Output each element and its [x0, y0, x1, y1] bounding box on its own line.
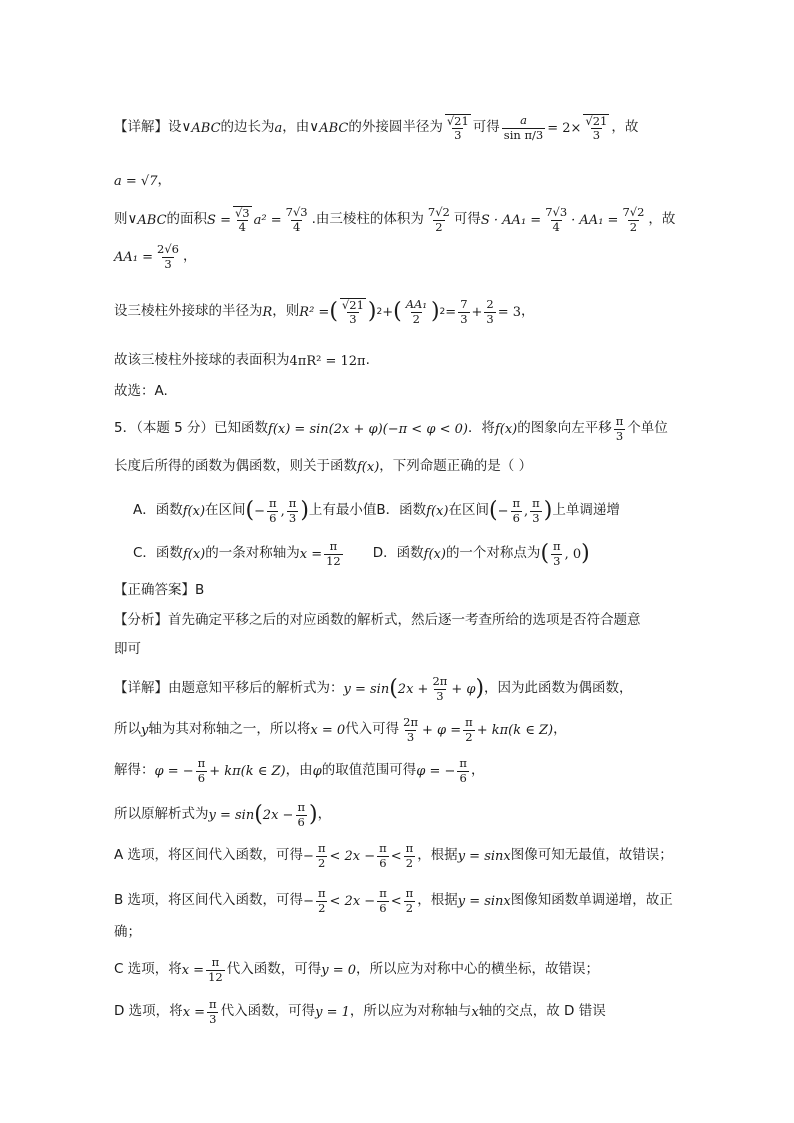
text: 代入可得 [345, 721, 400, 738]
text: 【分析】首先确定平移之后的对应函数的解析式，然后逐一考查所给的选项是否符合题意 [114, 612, 641, 629]
fraction [377, 842, 389, 869]
text: 可得 [453, 211, 481, 228]
numerator: √21 [446, 113, 469, 128]
denominator: sin π/3 [503, 127, 544, 142]
explain-option-a [114, 841, 684, 871]
text: 即可 [114, 641, 141, 658]
denominator: 3 [406, 729, 415, 744]
denominator: 6 [297, 814, 305, 829]
denominator: 3 [436, 688, 444, 703]
text: ，由 [285, 762, 313, 779]
denominator: 3 [288, 510, 297, 525]
fraction [404, 887, 416, 914]
line-radius: 设三棱柱外接球的半径为 R ，则 R² = ( $\frac{√21}{3}$ ) 2 + ( $\frac{\text{AA₁}}{2}$ ) 2 = $\frac{7}{3}$ + $\frac{2}{3}$ = 3 ， [114, 297, 535, 326]
text: 的一个对称点为 [445, 545, 541, 562]
paren-left: ( [389, 676, 398, 701]
math: f(x) [423, 546, 446, 562]
fraction [457, 757, 469, 784]
option-d-label: D．函数 [372, 545, 424, 562]
text: ，故 [648, 211, 676, 228]
math: f(x) [426, 503, 449, 519]
numerator: √3 [234, 205, 250, 220]
fraction [233, 206, 252, 234]
fraction [620, 206, 646, 233]
denominator: 6 [512, 510, 520, 525]
text: 的一条对称轴为 [205, 545, 300, 562]
math: x = 0 [310, 722, 346, 738]
text: 【详解】由题意知平移后的解析式为： [114, 680, 344, 697]
line-area [114, 205, 684, 235]
paren-left: ( [245, 498, 255, 523]
text: 在区间 [205, 502, 246, 519]
numerator: π [197, 756, 206, 771]
text: 故选：A. [114, 383, 168, 400]
denominator: 3 [553, 553, 561, 568]
option-a-label: A．函数 [133, 502, 183, 519]
denominator: 4 [238, 220, 246, 234]
text: ，所以应为对称轴与 [349, 1003, 472, 1020]
numerator: 7√2 [622, 205, 645, 220]
fraction [502, 114, 545, 141]
option-c-label: C．函数 [133, 545, 183, 562]
correct-answer [114, 582, 684, 600]
numerator: π [465, 715, 473, 730]
question-5-line-1 [114, 414, 684, 444]
math: < 2x − [329, 848, 376, 864]
math: − [303, 893, 314, 909]
math: f(x) [494, 421, 518, 437]
text: 设三棱柱外接球的半径为 [114, 303, 263, 320]
text: ，根据 [417, 892, 458, 909]
fraction [196, 757, 208, 784]
denominator: 2 [318, 900, 326, 915]
text: 长度后所得的函数为偶函数，则关于函数 [114, 458, 357, 475]
math: f(x) [357, 459, 380, 475]
numerator: π [405, 841, 414, 856]
math: x = [181, 962, 205, 978]
math: y = sinx [457, 848, 511, 864]
numerator: π [317, 886, 326, 901]
text: ．将 [467, 420, 495, 437]
line-surface [114, 352, 684, 370]
math: y [141, 722, 149, 738]
numerator: 2π [432, 674, 448, 689]
math: a = √7 [114, 173, 158, 189]
paren-right: ) [475, 676, 485, 701]
text: 的取值范围可得 [321, 762, 417, 779]
fraction [324, 540, 343, 567]
fraction [445, 114, 471, 142]
text: 所以原解析式为 [114, 806, 209, 823]
text: ， [553, 721, 567, 738]
denominator: 2 [318, 855, 326, 870]
text: 确； [114, 924, 141, 941]
fraction [267, 497, 279, 524]
numerator: π [532, 496, 540, 511]
denominator: 3 [532, 510, 540, 525]
explain-option-c [114, 954, 684, 986]
math: f(x) = sin(2x + φ)(−π < φ < 0) [268, 421, 468, 437]
math-a: a [274, 120, 283, 136]
denominator: 2 [629, 219, 638, 234]
math: + φ [451, 681, 476, 697]
text: 图像可知无最值，故错误； [510, 847, 673, 864]
math: y = sin [208, 807, 255, 823]
denominator: 3 [349, 312, 357, 326]
numerator: π [288, 496, 297, 511]
fraction [206, 956, 225, 983]
numerator: π [329, 539, 338, 554]
numerator: 7√3 [545, 205, 568, 220]
text: ，则 [272, 303, 300, 320]
detail-2-line-2 [114, 715, 684, 745]
numerator: π [211, 955, 220, 970]
math: 2x − [262, 807, 294, 823]
text: ，故 [611, 119, 639, 136]
math: φ = − [154, 763, 194, 779]
math: S · AA₁ = [480, 212, 542, 228]
text: . [365, 352, 370, 369]
detail-2-line-3 [114, 756, 684, 786]
numerator: π [553, 539, 561, 554]
text: 上有最小值 [308, 502, 377, 519]
text: 【正确答案】B [114, 582, 205, 599]
fraction [404, 298, 429, 325]
analysis-line-1 [114, 612, 684, 630]
fraction [530, 497, 542, 524]
numerator: 2√6 [157, 242, 179, 257]
text: D 选项，将 [114, 1003, 183, 1020]
numerator: 7√3 [285, 205, 308, 220]
fraction [551, 540, 563, 567]
text: .由三棱柱的体积为 [311, 211, 424, 228]
text: 故该三棱柱外接球的表面积为 [114, 352, 290, 369]
denominator: 2 [405, 855, 414, 870]
math: 4πR² = 12π [289, 353, 366, 369]
text: 的图象向左平移 [517, 420, 612, 437]
explain-option-d [114, 996, 684, 1028]
math: x = [182, 1004, 206, 1020]
denominator: 2 [405, 900, 414, 915]
text: 的外接圆半径为 [348, 119, 443, 136]
paren-right: ) [309, 802, 318, 827]
option-b-label: B．函数 [376, 502, 427, 519]
fraction [401, 716, 420, 743]
paren-left: ( [393, 299, 402, 324]
math: , 0 [564, 546, 582, 562]
text: 上单调递增 [552, 502, 620, 519]
paren-right: ) [581, 541, 590, 566]
denominator: 2 [465, 729, 473, 744]
math: y = 1 [315, 1004, 350, 1020]
fraction [614, 415, 626, 442]
denominator: 6 [269, 510, 277, 525]
fraction [583, 114, 609, 142]
math-abc: ABC [191, 120, 221, 136]
text: 轴为其对称轴之一，所以将 [148, 721, 311, 738]
paren-right: ) [367, 299, 377, 324]
text: 在区间 [448, 502, 489, 519]
math: R² = [299, 304, 330, 320]
numerator: 2 [486, 297, 494, 312]
fraction [316, 887, 328, 914]
numerator: 2π [403, 715, 418, 730]
math: 2x + [397, 681, 429, 697]
denominator: 6 [459, 770, 467, 785]
fraction [377, 887, 389, 914]
text: ， [182, 248, 197, 265]
options-a-b: A．函数 f(x) 在区间 ( − $\frac{\pi}{6}$ , $\frac{\pi}{3}$ ) 上有最小值 B．函数 f(x) 在区间 ( − $\frac{\pi}{6}$ , $\frac{\pi}{3}$ ) 上单调递增 [133, 496, 620, 525]
math: = [445, 304, 457, 320]
text: C 选项，将 [114, 961, 182, 978]
text: ， [470, 762, 485, 779]
denominator: 3 [209, 1011, 217, 1026]
math: y = sinx [457, 893, 511, 909]
detail-line-1 [114, 113, 684, 142]
numerator: π [615, 414, 624, 429]
fraction [295, 801, 307, 828]
denominator: 4 [292, 219, 301, 234]
fraction [316, 842, 328, 869]
fraction [284, 206, 310, 233]
math: φ [312, 763, 322, 779]
text: ， [157, 172, 171, 189]
math: + [382, 304, 394, 320]
math: x = [299, 546, 323, 562]
denominator: 6 [379, 900, 387, 915]
options-c-d [133, 537, 684, 571]
text: 所以 [114, 721, 141, 738]
math: − [303, 848, 314, 864]
math: + kπ(k ∈ Z) [476, 722, 554, 738]
math: S = [207, 212, 231, 228]
text: 则∨ [114, 211, 138, 228]
text: ，由∨ [282, 119, 320, 136]
math: a² = [253, 212, 282, 228]
text: A 选项，将区间代入函数，可得 [114, 847, 304, 864]
text: 图像知函数单调递增，故正 [510, 892, 673, 909]
question-5-line-2 [114, 458, 684, 476]
math: = 3 [497, 304, 522, 320]
paren-left: ( [329, 299, 338, 324]
fraction [287, 497, 299, 524]
denominator: 3 [592, 128, 601, 142]
numerator: a [520, 113, 527, 128]
math-abc: ABC [319, 120, 349, 136]
paren-left: ( [540, 541, 550, 566]
numerator: π [297, 800, 305, 815]
text: 的面积 [166, 211, 208, 228]
denominator: 2 [412, 311, 420, 326]
math: < [390, 848, 402, 864]
denominator: 12 [208, 969, 223, 984]
text: ，所以应为对称中心的横坐标，故错误； [356, 961, 599, 978]
math: x [471, 1004, 479, 1020]
math: + [471, 304, 483, 320]
denominator: 4 [552, 219, 560, 234]
fraction [458, 298, 469, 325]
denominator: 3 [615, 428, 624, 443]
math-abc: ABC [137, 212, 167, 228]
numerator: π [379, 841, 387, 856]
math: < 2x − [329, 893, 376, 909]
text: ，下列命题正确的是（ ） [379, 458, 533, 475]
math: y = sin [343, 681, 390, 697]
line-aa1 [114, 242, 684, 272]
text: 个单位 [627, 420, 668, 437]
paren-right: ) [430, 299, 440, 324]
line-a-value [114, 172, 684, 190]
text: 代入函数，可得 [220, 1003, 316, 1020]
math: y = 0 [321, 962, 356, 978]
math: + kπ(k ∈ Z) [209, 763, 286, 779]
text: 轴的交点，故 D 错误 [478, 1003, 606, 1020]
numerator: π [317, 841, 326, 856]
denominator: 12 [326, 553, 341, 568]
math: · AA₁ = [571, 212, 619, 228]
numerator: √21 [341, 297, 364, 312]
numerator: 7 [460, 297, 468, 312]
fraction [426, 206, 452, 233]
explain-option-b [114, 886, 684, 916]
detail-label: 【详解】 [114, 119, 168, 136]
denominator: 3 [486, 311, 494, 326]
denominator: 3 [164, 256, 172, 271]
text: 解得： [114, 762, 155, 779]
text: 5．（本题 5 分）已知函数 [114, 420, 269, 437]
numerator: √21 [585, 113, 608, 128]
paren-left: ( [488, 498, 498, 523]
fraction [463, 716, 475, 743]
paren-right: ) [300, 498, 309, 523]
math: < [390, 893, 402, 909]
text: 代入函数，可得 [226, 961, 322, 978]
math: R [262, 304, 273, 320]
math: f(x) [182, 546, 206, 562]
line-choice-a [114, 383, 684, 401]
text: B 选项，将区间代入函数，可得 [114, 892, 304, 909]
numerator: π [269, 496, 277, 511]
denominator: 3 [454, 128, 462, 142]
fraction [340, 298, 366, 326]
fraction [484, 298, 495, 325]
text: 设∨ [168, 119, 192, 136]
fraction [404, 842, 416, 869]
fraction [543, 206, 569, 233]
math-eq: = 2× [547, 120, 582, 136]
analysis-line-2 [114, 641, 684, 659]
numerator: AA₁ [405, 297, 427, 312]
text: ， [521, 303, 535, 320]
fraction [155, 243, 181, 270]
math: AA₁ = [114, 249, 154, 265]
text: ， [317, 806, 332, 823]
denominator: 3 [460, 311, 468, 326]
numerator: 7√2 [427, 205, 450, 220]
text: 的边长为 [220, 119, 275, 136]
denominator: 6 [197, 770, 206, 785]
denominator: 2 [435, 219, 443, 234]
detail-2-line-1 [114, 672, 684, 706]
numerator: π [512, 496, 521, 511]
text: 可得 [472, 119, 500, 136]
math: + φ = [422, 722, 462, 738]
text: ，因为此函数为偶函数， [484, 680, 633, 697]
paren-left: ( [254, 802, 263, 827]
numerator: π [459, 756, 467, 771]
fraction [207, 998, 219, 1025]
text: ，根据 [417, 847, 458, 864]
math: f(x) [182, 503, 206, 519]
math: φ = − [416, 763, 456, 779]
fraction [430, 675, 449, 702]
detail-2-line-4 [114, 798, 684, 832]
explain-option-b-cont [114, 924, 684, 942]
fraction [510, 497, 522, 524]
numerator: π [379, 886, 387, 901]
denominator: 6 [379, 855, 387, 870]
numerator: π [209, 997, 217, 1012]
numerator: π [405, 886, 414, 901]
paren-right: ) [543, 498, 553, 523]
